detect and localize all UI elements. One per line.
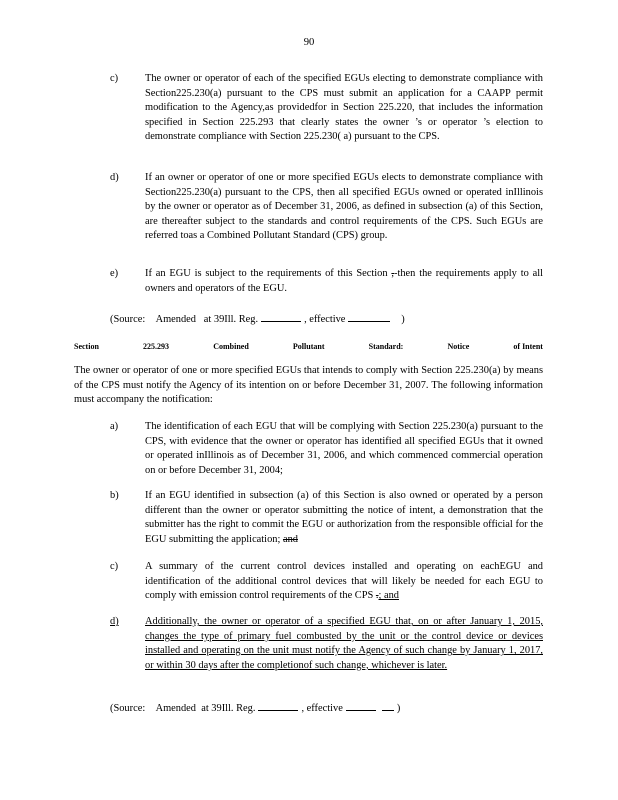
- heading-word: Standard:: [368, 342, 404, 351]
- item-c2-inserted: ; and: [378, 590, 399, 602]
- heading-word: Notice: [447, 342, 470, 351]
- item-c2-label: c): [110, 561, 119, 572]
- source-reg: at 39Ill. Reg.: [201, 703, 256, 714]
- source-effective: , effective: [304, 314, 346, 325]
- item-d-label: d): [110, 172, 119, 183]
- item-a-text: The identification of each EGU that will be complying with Section 225.230(a) pursuant to the CPS, with evidence that the owner or operator has identified all specified EGUs that it owned or operated inIllinois as of December 31, 2006, and which commenced commercial operation on or before December 31, 2004;: [145, 421, 543, 476]
- item-b-paragraph: [145, 489, 543, 547]
- item-c2-paragraph: [145, 560, 543, 604]
- page-number: 90: [303, 37, 315, 48]
- item-e-deleted: ,: [391, 268, 395, 279]
- section-heading: [74, 340, 543, 355]
- reg-blank: [258, 699, 298, 711]
- heading-word: Combined: [213, 342, 249, 351]
- source-note: [110, 310, 405, 328]
- section-intro: The owner or operator of one or more specified EGUs that intends to comply with Section 225.230(a) by means of the CPS must notify the Agency of its intention on or before December 31, 2007. The following information must accompany the notification:: [74, 365, 543, 406]
- item-c-label: c): [110, 73, 119, 84]
- heading-word: Section: [74, 342, 99, 351]
- heading-word: of Intent: [513, 342, 543, 351]
- item-b-label: b): [110, 490, 119, 501]
- item-c2-text: A summary of the current control devices installed and operating on eachEGU and identification of the additional control devices that will likely be needed for each EGU to comply with emission control requirements of the CPS: [145, 561, 543, 602]
- effective-blank: [346, 699, 376, 711]
- source-close: ): [396, 703, 401, 714]
- source-effective: , effective: [301, 703, 343, 714]
- item-e-text: If an EGU is subject to the requirements of this Section: [145, 268, 388, 279]
- source-close: ): [401, 314, 405, 325]
- item-b-deleted: and: [282, 533, 298, 545]
- effective-blank-2: [382, 699, 394, 711]
- item-a-label: a): [110, 421, 119, 432]
- item-d2-text: Additionally, the owner or operator of a specified EGU that, on or after January 1, 2015, changes the type of primary fuel combusted by the unit or the control device or devices installed and operating on the unit must notify the Agency of such change by January 1, 2017, or within 30 days after the completionof such change, whichever is later.: [145, 616, 543, 671]
- reg-blank: [261, 310, 301, 322]
- source-note-2: [110, 699, 400, 717]
- heading-number: 225.293: [143, 342, 170, 351]
- source-prefix: (Source:: [110, 314, 146, 325]
- item-d2-label: d): [110, 616, 119, 627]
- item-e-label: e): [110, 268, 119, 279]
- item-e-text-end: -then the requirements apply to all owners and operators of the EGU.: [145, 268, 543, 294]
- source-amended: Amended: [155, 314, 196, 325]
- item-d-text: If an owner or operator of one or more specified EGUs elects to demonstrate compliance with Section225.230(a) pursuant to the CPS, then all specified EGUs owned or operated inIllinois by the owner or operator as of December 31, 2006, as defined in subsection (a) of this Section, are thereafter subject to the standards and control requirements of the CPS. Such EGUs are referred toas a Combined Pollutant Standard (CPS) group.: [145, 172, 543, 242]
- item-e-paragraph: [145, 267, 543, 296]
- item-c2-deleted: .: [375, 590, 379, 602]
- item-c-text: The owner or operator of each of the specified EGUs electing to demonstrate compliance with Section225.230(a) pursuant to the CPS must submit an application for a CAAPP permit modification to the Agency,as providedfor in Section 225.220, that includes the information specified in Section 225.293 that clearly states the owner ’s or operator ’s election to demonstrate compliance with Section 225.230( a) pursuant to the CPS.: [145, 73, 543, 143]
- source-amended: Amended: [155, 703, 196, 714]
- source-reg: at 39Ill. Reg.: [203, 314, 259, 325]
- source-prefix: (Source:: [110, 703, 146, 714]
- item-b-text: If an EGU identified in subsection (a) of this Section is also owned or operated by a person different than the owner or operator submitting the notice of intent, a demonstration that the submitter has the right to commit the EGU or authorization from the responsible official for the EGU submitting the application;: [145, 490, 543, 545]
- heading-word: Pollutant: [292, 342, 325, 351]
- effective-blank: [348, 310, 390, 322]
